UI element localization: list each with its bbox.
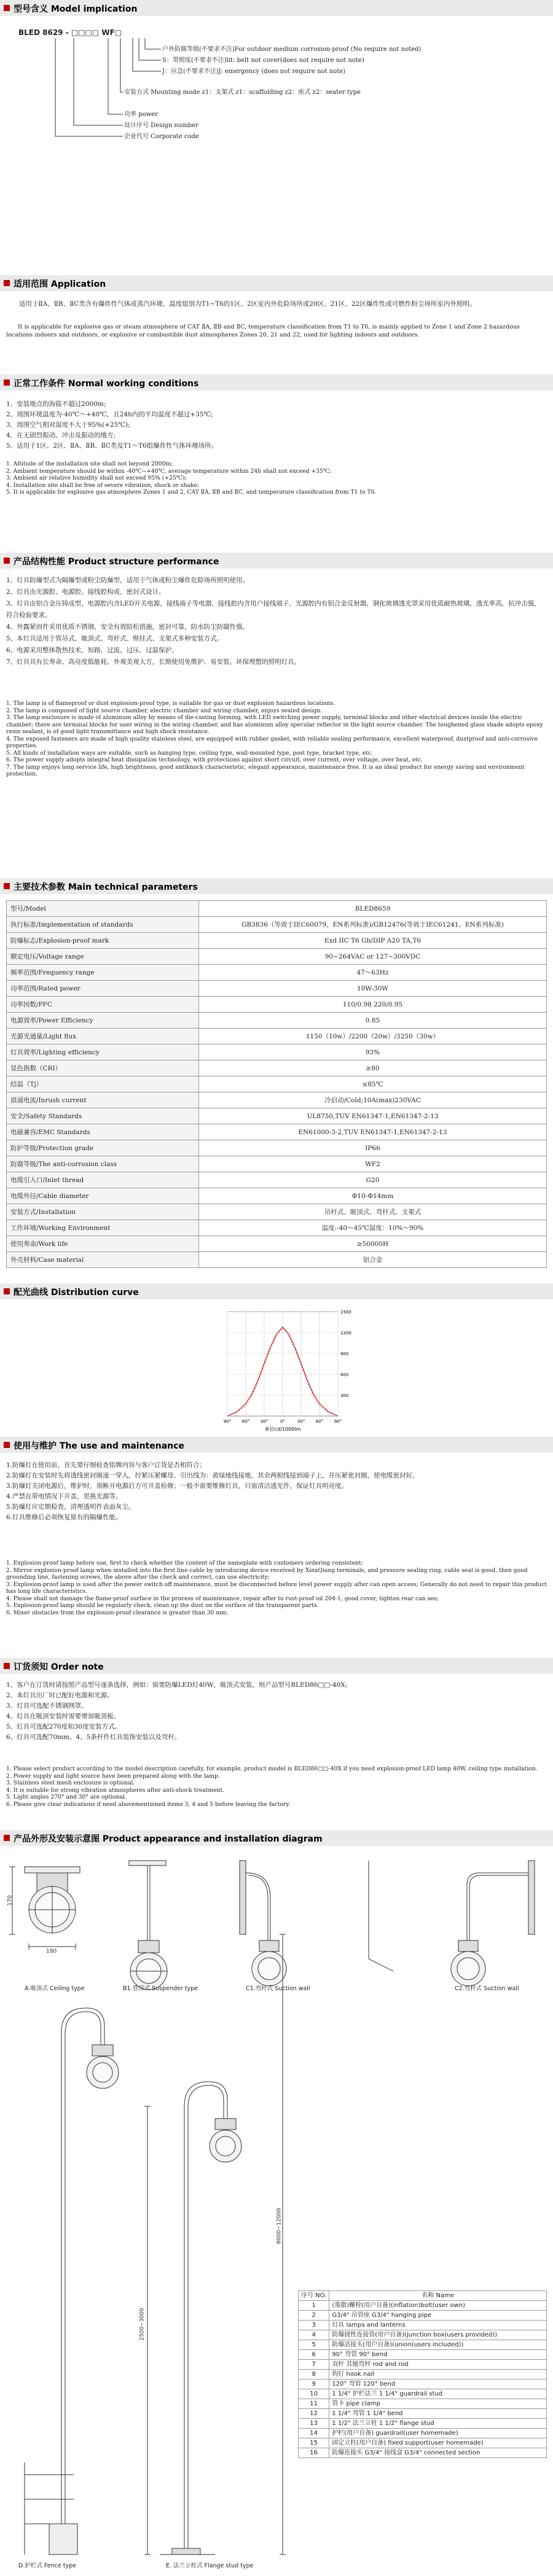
working-conditions-cn-list [6,399,547,451]
list-item: 4、在无剧烈振动、冲击及振动的地方; [6,432,116,439]
param-key: 浪涌电流/Inrush current [7,1092,199,1108]
param-key: 安全/Safety Standards [7,1108,199,1124]
table-row [299,2350,547,2360]
part-number: 4 [299,2330,329,2340]
list-item: 3. Stainless steel mesh enclosure is optional. [6,1780,135,1786]
chart-xtick-label: 90° [334,1419,342,1424]
list-item: 3、灯具由铝合金压铸成型，电源腔内含LED开关电源，接线端子等电器，接线腔内含用户接线端子，光源腔内有铝合金反射器，钢化玻璃透光罩采用优质耐热玻璃，透光率高，抗冲击强，符合检验要求。 [6,600,541,619]
param-value: G20 [199,1172,547,1188]
param-key: 使用寿命/Work life [7,1236,199,1252]
part-number: 3 [299,2321,329,2330]
param-value: ≤85℃ [199,1076,547,1092]
wall-lamp-drawing-c1 [240,1861,286,1986]
ceiling-lamp-drawing [9,1867,80,1950]
technical-table-body [7,901,547,1268]
table-row [299,2370,547,2379]
list-item: 6、灯具可选配70mm、4、5条杆件灯具装饰安装以及弯杆。 [6,1734,181,1741]
structure-header [0,553,553,569]
model-row-emergency: J：应急(不要求不注)J: emergency (does not require not note) [162,68,346,75]
technical-table [6,900,547,1268]
list-item: 2、灯具由光源腔、电源腔、接线腔构成，密封式设计。 [6,588,165,596]
param-value: 温度:-40～45℃湿度：10%～90% [199,1220,547,1236]
list-item: 5.防爆灯应定期检查，清理透明件表面灰尘。 [6,1503,135,1511]
part-number: 1 [299,2301,329,2311]
param-key: 防护等级/Protection grade [7,1140,199,1156]
chart-xtick-label: 30° [260,1419,269,1424]
section-title: 订货须知 Order note [14,1662,104,1672]
model-implication-section [0,0,553,154]
param-value: Exd IIC T6 Gb/DIP A20 TA,T6 [199,933,547,949]
table-row [299,2311,547,2321]
table-row [299,2360,547,2370]
model-row-power: 功率 power [124,111,158,118]
table-row [7,997,547,1013]
list-item: 6. Please give clear indications if need abovementioned items 3, 4 and 5 before leaving the factory. [6,1800,291,1808]
caption-wall-c1: C1.弯杆式 Suction wall [246,1985,310,1992]
table-row [7,901,547,917]
section-title: 正常工作条件 Normal working conditions [14,379,199,389]
list-item: 1、客户在订货时请按照产品型号逐条选择，例如：需要防爆LED灯40W，吸顶式安装，则产品型号BLED86□□-40X; [6,1681,348,1689]
param-key: 型号/Model [7,901,199,917]
param-value: 110/0.98 220/0.95 [199,997,547,1013]
param-value: UL8750,TUV EN61347-1,EN61347-2-13 [199,1108,547,1124]
part-number: 10 [299,2389,329,2399]
list-item: 5. It is applicable for explosive gas atmosphere Zones 1 and 2, CAT ⅡA, ⅡB and ⅡC, and temperature classification from T1 to T6. [6,489,377,496]
part-number: 8 [299,2370,329,2379]
param-value: GB3836（等效于IEC60079、EN系列标准)/GB12476(等效于IEC61241、EN系列标准) [199,917,547,933]
part-name: 防爆连接头 G3/4" 接线盒 G3/4" connected section [329,2448,547,2458]
param-key: 功率范围/Rated power [7,981,199,997]
param-key: 光源光通量/Light flux [7,1029,199,1045]
order-en-list [6,1765,547,1808]
model-row-corrosion: 户外防腐等级(不要求不注)For outdoor medium corrosion-proof (No require not noted) [162,46,422,53]
order-cn-list [6,1680,547,1743]
table-row [7,1140,547,1156]
param-value: Φ10-Φ14mm [199,1188,547,1204]
param-key: 电源效率/Power Efficiency [7,1013,199,1029]
section-marker-icon [4,1288,10,1294]
list-item: 2. Power supply and light source have been prepared along with the lamp. [6,1772,220,1780]
list-item: 2、周围环境温度为-40℃～+40℃，且24h内的平均温度不超过+35℃; [6,411,213,418]
table-row [7,1092,547,1108]
table-row [299,2389,547,2399]
parts-header-row [299,2291,547,2301]
param-key: 电缆引入口/Inlet thread [7,1172,199,1188]
distribution-header [0,1283,553,1299]
param-value: 47～63Hz [199,965,547,981]
distribution-section [0,1283,553,1437]
param-value: EN61000-3-2,TUV EN61347-1,EN61347-2-13 [199,1124,547,1140]
working-conditions-en-list [6,461,547,496]
list-item: 6.灯具维修后必须恢复原有的隔爆性能。 [6,1514,122,1521]
caption-flange: E. 法兰立柱式 Flange stud type [166,2562,254,2569]
section-marker-icon [4,379,10,386]
param-value: 10W-30W [199,981,547,997]
part-number: 7 [299,2360,329,2370]
installation-header [0,1830,553,1846]
chart-ytick-label: 1500 [340,1310,351,1315]
maintenance-en-list [6,1560,547,1616]
param-key: 安装方式/Installation [7,1204,199,1220]
param-value: ≥80 [199,1060,547,1076]
list-item: 5、适用于1区、2区、ⅡA、ⅡB、ⅡC类及T1～T6组爆炸性气体环境场所; [6,442,214,449]
table-row [7,1013,547,1029]
list-item: 5、本灯具适用于管吊式、吸顶式、弯杆式、壁挂式、支架式多种安装方式。 [6,635,224,642]
table-row [7,1045,547,1060]
part-name: 钩钉 hook nail [329,2370,547,2379]
table-row [299,2399,547,2409]
param-value: 93% [199,1045,547,1060]
chart-xtick-label: 0° [280,1419,285,1424]
list-item: 2. Ambient temperature should be within -40℃~+40℃, average temperature within 24h shall not exceed +35℃; [6,467,332,475]
list-item: 6、电源采用整体散热技术，短路、过流、过压、过温保护。 [6,647,178,654]
param-value: 冷启动/Cold;10A(max)230VAC [199,1092,547,1108]
dim-width-label: 180 [46,1948,57,1955]
list-item: 1. Please select product according to the model description carefully, for example, product model is BLED86□□-40X if you need explosion-proof LED lamp 40W, ceiling type installation. [6,1765,538,1772]
section-title: 配光曲线 Distribution curve [14,1288,139,1298]
list-item: 7、灯具具有长寿命、高亮度低能耗、外观美观大方，长期使用免维护、易安装、环保理想的照明灯具。 [6,658,301,666]
caption-suspender: B1.管吊式 Suspender type [123,1985,198,1992]
part-name: 1 1/2" 法兰立柱 1 1/2" flange stud [329,2419,547,2429]
table-row [7,1188,547,1204]
section-marker-icon [4,1442,10,1448]
part-name: 双杆 其她弯杆 rod and rod [329,2360,547,2370]
order-header [0,1658,553,1674]
list-item: 3. The lamp enclosure is made of aluminum alloy by means of die-casting forming, with LED switching power supply, terminal blocks and other electrical devices inside the electric chamber; there are terminal blocks for user wiring in the wiring chamber, and has aluminum alloy specular reflector in the light source chamber. The toughened glass shade adopts epoxy resin sealant, is of good light transmittance and high shock resistance. [6,714,543,735]
list-item: 5. All kinds of installation ways are suitable, such as hanging type, ceiling type, wall-mounted type, post type, bracket type, etc. [6,749,373,757]
list-item: 5、灯具可选配270度和30度安装方式。 [6,1723,122,1730]
model-code: BLED 8629 - □□□□ WF□ [18,28,122,37]
list-item: 1. Altitude of the installation site shall not beyond 2000m; [6,461,173,467]
table-row [299,2379,547,2389]
table-row [7,1124,547,1140]
list-item: 4. Please shall not damage the flame-proof surface in the process of maintenance, repair after to rust-proof oil 204-1, good cover, tighten rear can see; [6,1595,439,1602]
parts-table-body [299,2301,547,2458]
wall-lamp-drawing-c2 [369,1861,535,1986]
part-name: 灯具 lamps and lanterns [329,2321,547,2330]
list-item: 1.防爆灯在使用前，首先要仔细检查铭牌内容与客户订货是否相符合； [6,1461,206,1469]
param-value: 吊杆式、吸顶式、弯杆式、支架式 [199,1204,547,1220]
list-item: 4. Installation site shall be free of severe vibration, shock or shake; [6,481,199,489]
table-row [299,2419,547,2429]
part-name: 90° 弯管 90° bend [329,2350,547,2360]
part-name: 防爆活接头(用户自备)(union(users included)) [329,2340,547,2350]
table-row [7,1220,547,1236]
table-row [7,965,547,981]
param-value: 铝合金 [199,1252,547,1268]
list-item: 4. The exposed fasteners are made of high quality stainless steel, are equipped with rubber gasket, with reliable sealing performance, excellent waterproof, dustproof and anti-corrosive properties. [6,735,538,749]
part-name: 固定立柱(用户自备) fixed support(user homemade) [329,2438,547,2448]
list-item: 5. Explosion-proof lamp should be regularly check, clean up the dust on the surface of the transparent parts. [6,1602,319,1609]
list-item: 4.严禁在带电情况下开盖，更换光源等。 [6,1493,122,1500]
structure-en-list [6,700,547,778]
list-item: 7. The lamp enjoys long service life, high brightness, good antiknock characteristic, elegant appearance, maintenance free. It is an ideal product for energy saving and environment protection. [6,763,525,777]
table-row [299,2340,547,2350]
list-item: 3、灯具可选配不锈钢网罩。 [6,1702,88,1710]
param-value: 0.85 [199,1013,547,1029]
list-item: 1、灯具防爆型式为隔爆型或粉尘防爆型，适用于气体或粉尘爆炸危险场所照明使用。 [6,577,249,584]
table-row [7,1108,547,1124]
table-row [299,2301,547,2311]
list-item: 3. Ambient air relative humidity shall not exceed 95% (+25℃); [6,475,187,481]
table-row [7,917,547,933]
list-item: 1. The lamp is of flameproof or dust explosion-proof type, is suitable for gas or dust explosion hazardous locations. [6,700,335,707]
table-row [7,1029,547,1045]
dim-flange-height-label: 2500~3000 [139,2308,146,2341]
list-item: 4. It is suitable for strong vibration atmospheres after anti-shock treatment. [6,1786,225,1794]
parts-header-no: 序号 NO. [299,2291,329,2301]
part-name: 1 1/4" 护栏法兰 1 1/4" guardrail stud [329,2389,547,2399]
installation-section [0,1830,553,2576]
section-title: 主要技术参数 Main technical parameters [14,882,198,892]
table-row [299,2330,547,2340]
param-value: ≥50000H [199,1236,547,1252]
list-item: 2.防爆灯在安装时先将透线密封圈逐一穿入，拧紧压紧螺母，引出线为：黄绿地线接地，其余两根线接到端子上，并压紧密封圈，使电缆密封好。 [6,1472,419,1479]
list-item: 4、灯具在吸顶安装时需要增加吸顶板。 [6,1713,120,1720]
application-header [0,275,553,291]
distribution-chart [184,1306,381,1434]
section-marker-icon [4,1663,10,1669]
parts-table-wrap [0,2290,553,2475]
model-row-mounting: 安装方式 Mounting mode z1：支架式 z1：scaffolding z2：座式 z2：seater type [124,89,361,96]
parts-header-name: 名称 Name [329,2291,547,2301]
chart-ytick-label: 300 [340,1393,349,1398]
list-item: 1. Explosion-proof lamp before use, first to check whether the content of the nameplate with customers ordering consistent; [6,1560,363,1566]
table-row [7,1172,547,1188]
dim-pole-height-label: 8000~12000 [276,2208,283,2244]
list-item: 6. Mixer obstacles from the explosion-proof clearance is greater than 30 mm. [6,1609,229,1616]
param-value: 1150（10w）/2200（20w）/3250（30w） [199,1029,547,1045]
chart-xtick-label: 30° [297,1419,305,1424]
model-row-design: 设计序号 Design number [124,122,198,129]
table-row [7,1236,547,1252]
part-name: 120° 弯管 120° bend [329,2379,547,2389]
table-row [299,2429,547,2438]
param-key: 工作环境/Working Environment [7,1220,199,1236]
maintenance-cn-list [6,1460,547,1523]
part-number: 16 [299,2448,329,2458]
part-number: 6 [299,2350,329,2360]
list-item: 2、本灯具出厂时已配好电源和光源。 [6,1692,114,1699]
part-number: 9 [299,2379,329,2389]
chart-ytick-label: 900 [340,1352,349,1356]
list-item: 5. Light angles 270° and 30° are optional. [6,1794,127,1800]
chart-ticks [224,1310,351,1424]
table-row [299,2448,547,2458]
section-title: 型号含义 Model implication [14,4,138,14]
table-row [7,1076,547,1092]
section-title: 使用与维护 The use and maintenance [14,1441,184,1451]
param-key: 防爆标志/Explosion-proof mark [7,933,199,949]
param-key: 结温（Tj） [7,1076,199,1092]
param-value: BLED8659 [199,901,547,917]
part-name: 管卡 pipe clamp [329,2399,547,2409]
section-title: 产品外形及安装示意图 Product appearance and installation diagram [14,1834,323,1844]
param-key: 灯具效率/Lighting efficiency [7,1045,199,1060]
param-key: 电缆外径/Cable diameter [7,1188,199,1204]
maintenance-section [0,1437,553,1658]
param-value: IP66 [199,1140,547,1156]
list-item: 3. Explosion-proof lamp is used after the power switch off maintenance, must be disconnected before level power supply after can open access; Generally do not need to repair this product has long life characteristics. [6,1581,547,1595]
table-row [7,933,547,949]
section-marker-icon [4,280,10,286]
list-item: 6. The power supply adopts integral heat dissipation technology, with protections against short circuit, over current, over voltage, over heat, etc. [6,757,423,763]
structure-cn-list [6,575,547,668]
list-item: 2. Mirror explosion-proof lamp when installed into the first line cable by introducing device received by XinxQiang terminals, and pressure sealing ring, cable seal is good, then good grounding line, fastening screws, the above after the check and correct, can use electricity; [6,1566,528,1581]
part-name: 1 1/4" 弯管 1 1/4" bend [329,2409,547,2419]
part-number: 12 [299,2409,329,2419]
part-number: 14 [299,2429,329,2438]
table-row [299,2438,547,2448]
working-conditions-header [0,375,553,391]
parts-table [298,2290,547,2458]
chart-xlabel: 单位cd/1000lm [264,1426,301,1432]
section-title: 产品结构性能 Product structure performance [14,557,219,567]
application-cn: 适用于ⅡA、ⅡB、ⅡC类含有爆炸性气体或蒸汽环境，温度组别为T1~T6的1区、2区室内外危险场所或20区、21区、22区爆炸性或可燃性粉尘场所室内外照明。 [19,300,476,308]
model-code-bracket-lines [0,0,553,154]
list-item: 4、外露紧固件采用优质不锈钢，安全有效防松措施，密封可靠，防水防尘防腐性强。 [6,623,249,631]
caption-ceiling: A.吸顶式 Ceiling type [25,1985,85,1992]
table-row [7,1252,547,1268]
model-row-illumination: S：带照度(不要求不注)lit: belt not cover(does not require not note) [162,57,364,64]
param-key: 执行标准/Implementation of standards [7,917,199,933]
table-row [7,1156,547,1172]
chart-ytick-label: 600 [340,1372,349,1377]
technical-table-wrap [0,900,553,1269]
part-number: 13 [299,2419,329,2429]
part-number: 15 [299,2438,329,2448]
table-row [299,2321,547,2330]
order-section [0,1658,553,1830]
part-name: (墨脂)螺栓(用户自备)(inflation)bolt(user own) [329,2301,547,2311]
param-key: 额定电压/Voltage range [7,949,199,965]
table-row [7,949,547,965]
table-row [299,2409,547,2419]
application-en: It is applicable for explosive gas or steam atmosphere of CAT ⅡA, ⅡB and ⅡC, temperature classification from T1 to T6, is mainly applied to Zone 1 and Zone 2 hazardous locations indoors and outdoors, or explosive or combustible dust atmospheres Zones 20, 21 and 22, used for lighting indoors and outdoors. [6,324,520,338]
suspender-lamp-drawing [129,1861,167,1990]
working-conditions-section [0,375,553,553]
part-number: 5 [299,2340,329,2350]
param-key: 功率因数/PFC [7,997,199,1013]
section-marker-icon [4,883,10,889]
table-row [7,1060,547,1076]
part-number: 2 [299,2311,329,2321]
chart-xtick-label: 60° [241,1419,250,1424]
application-section [0,275,553,361]
table-row [7,1204,547,1220]
part-name: G3/4" 吊管座 G3/4" hanging pipe [329,2311,547,2321]
technical-section [0,878,553,1283]
param-key: 显色指数（CRI） [7,1060,199,1076]
list-item: 2. The lamp is composed of light source chamber, electric chamber and wiring chamber, enjoys sealed design. [6,707,323,714]
technical-header [0,878,553,894]
dim-height-label: 170 [7,1895,14,1906]
table-row [7,981,547,997]
chart-xtick-label: 60° [315,1419,324,1424]
section-marker-icon [4,1835,10,1841]
part-name: 防爆挠性连接管(用户自备)(junction box(users provided)) [329,2330,547,2340]
list-item: 1、安装地点的海拔不超过2000m; [6,400,106,408]
param-key: 外壳材料/Case material [7,1252,199,1268]
model-row-corporate: 企业代号 Corporate code [124,133,199,140]
caption-fence: D.护栏式 Fence type [18,2562,76,2569]
list-item: 3.防爆灯关闭电源后，维护时，须断开电源后方可开盖检修；一般不需要维修灯具，只需清洁透光件，保证灯具明亮度。 [6,1482,348,1490]
param-value: WF2 [199,1156,547,1172]
section-title: 适用范围 Application [14,279,106,289]
list-item: 3、周围空气相对湿度不大于95%(+25℃); [6,421,130,429]
structure-section [0,553,553,878]
param-value: 90~264VAC or 127~300VDC [199,949,547,965]
param-key: 防腐等级/The anti-corrosion class [7,1156,199,1172]
part-name: 护栏(用户自备) guardrail(user homemade) [329,2429,547,2438]
param-key: 频率范围/Frequency range [7,965,199,981]
section-marker-icon [4,558,10,564]
maintenance-header [0,1437,553,1453]
chart-ytick-label: 1200 [340,1331,351,1336]
part-number: 11 [299,2399,329,2409]
chart-xtick-label: 90° [223,1419,232,1424]
caption-wall-c2: C2.弯杆式 Suction wall [455,1985,519,1992]
param-key: 电磁兼容/EMC Standards [7,1124,199,1140]
